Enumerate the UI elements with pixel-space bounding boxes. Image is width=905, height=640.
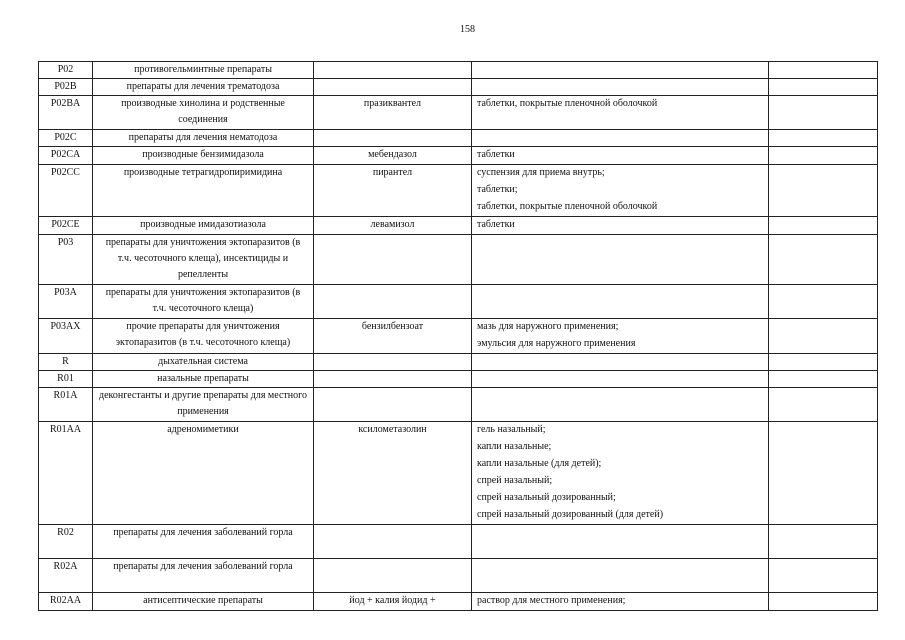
- table-row: [39, 354, 878, 371]
- group-name-cell: препараты для лечения трематодоза: [93, 79, 314, 96]
- drug-name-cell: [314, 130, 472, 147]
- drug-name-cell: [314, 235, 472, 285]
- dosage-form-line: спрей назальный дозированный (для детей): [477, 509, 664, 520]
- atc-code-cell: R: [39, 354, 93, 371]
- dosage-form-cell: [472, 147, 769, 165]
- table-row: [39, 388, 878, 422]
- atc-code-cell: P02C: [39, 130, 93, 147]
- dosage-form-line: спрей назальный дозированный;: [477, 492, 616, 503]
- dosage-form-line: спрей назальный;: [477, 475, 553, 486]
- table-row: [39, 79, 878, 96]
- dosage-form-cell: [472, 319, 769, 354]
- dosage-form-cell: [472, 79, 769, 96]
- empty-cell: [769, 96, 878, 130]
- drug-name-cell: йод + калия йодид +: [314, 593, 472, 611]
- dosage-form-line: таблетки: [477, 149, 515, 160]
- atc-code-cell: R02: [39, 525, 93, 559]
- drug-name-cell: [314, 79, 472, 96]
- group-name-cell: адреномиметики: [93, 422, 314, 525]
- group-name-cell: противогельминтные препараты: [93, 62, 314, 79]
- empty-cell: [769, 525, 878, 559]
- group-name-cell: прочие препараты для уничтожения эктопаразитов (в т.ч. чесоточного клеща): [93, 319, 314, 354]
- group-name-cell: производные хинолина и родственные соединения: [93, 96, 314, 130]
- atc-code-cell: P02CA: [39, 147, 93, 165]
- empty-cell: [769, 285, 878, 319]
- empty-cell: [769, 217, 878, 235]
- dosage-form-cell: [472, 525, 769, 559]
- table-row: [39, 559, 878, 593]
- atc-code-cell: P03A: [39, 285, 93, 319]
- empty-cell: [769, 593, 878, 611]
- empty-cell: [769, 235, 878, 285]
- drug-name-cell: [314, 525, 472, 559]
- dosage-form-cell: [472, 62, 769, 79]
- drug-name-cell: [314, 62, 472, 79]
- dosage-form-line: раствор для местного применения;: [477, 595, 626, 606]
- dosage-form-cell: [472, 130, 769, 147]
- group-name-cell: деконгестанты и другие препараты для местного применения: [93, 388, 314, 422]
- group-name-cell: производные тетрагидропиримидина: [93, 165, 314, 217]
- group-name-cell: дыхательная система: [93, 354, 314, 371]
- dosage-form-line: капли назальные (для детей);: [477, 458, 602, 469]
- dosage-form-line: мазь для наружного применения;: [477, 321, 619, 332]
- drug-name-cell: [314, 354, 472, 371]
- table-row: [39, 285, 878, 319]
- group-name-cell: производные бензимидазола: [93, 147, 314, 165]
- table-row: [39, 165, 878, 217]
- dosage-form-cell: [472, 217, 769, 235]
- atc-code-cell: P02: [39, 62, 93, 79]
- empty-cell: [769, 559, 878, 593]
- group-name-cell: препараты для лечения заболеваний горла: [93, 559, 314, 593]
- drug-name-cell: левамизол: [314, 217, 472, 235]
- table-body: [39, 62, 878, 611]
- empty-cell: [769, 319, 878, 354]
- drug-name-cell: ксилометазолин: [314, 422, 472, 525]
- dosage-form-line: таблетки, покрытые пленочной оболочкой: [477, 98, 658, 109]
- atc-code-cell: R01: [39, 371, 93, 388]
- dosage-form-line: гель назальный;: [477, 424, 546, 435]
- table-row: [39, 147, 878, 165]
- dosage-form-line: капли назальные;: [477, 441, 552, 452]
- group-name-cell: производные имидазотиазола: [93, 217, 314, 235]
- dosage-form-line: суспензия для приема внутрь;: [477, 167, 605, 178]
- table-row: [39, 422, 878, 525]
- empty-cell: [769, 62, 878, 79]
- drug-name-cell: [314, 559, 472, 593]
- dosage-form-cell: [472, 559, 769, 593]
- atc-code-cell: P03: [39, 235, 93, 285]
- empty-cell: [769, 79, 878, 96]
- drug-name-cell: пирантел: [314, 165, 472, 217]
- empty-cell: [769, 422, 878, 525]
- drug-name-cell: мебендазол: [314, 147, 472, 165]
- dosage-form-line: таблетки;: [477, 184, 518, 195]
- drug-table: [38, 61, 878, 611]
- dosage-form-cell: [472, 371, 769, 388]
- drug-name-cell: бензилбензоат: [314, 319, 472, 354]
- drug-name-cell: [314, 388, 472, 422]
- drug-name-cell: [314, 371, 472, 388]
- empty-cell: [769, 147, 878, 165]
- dosage-form-cell: [472, 354, 769, 371]
- dosage-form-cell: [472, 388, 769, 422]
- empty-cell: [769, 165, 878, 217]
- table-row: [39, 525, 878, 559]
- atc-code-cell: R01AA: [39, 422, 93, 525]
- table-row: [39, 217, 878, 235]
- table-row: [39, 96, 878, 130]
- table-row: [39, 319, 878, 354]
- empty-cell: [769, 130, 878, 147]
- drug-name-cell: празиквантел: [314, 96, 472, 130]
- group-name-cell: препараты для уничтожения эктопаразитов (в т.ч. чесоточного клеща), инсектициды и репелленты: [93, 235, 314, 285]
- dosage-form-cell: [472, 235, 769, 285]
- atc-code-cell: P02CC: [39, 165, 93, 217]
- group-name-cell: препараты для лечения заболеваний горла: [93, 525, 314, 559]
- dosage-form-cell: [472, 422, 769, 525]
- group-name-cell: препараты для лечения нематодоза: [93, 130, 314, 147]
- table-row: [39, 62, 878, 79]
- atc-code-cell: R02AA: [39, 593, 93, 611]
- atc-code-cell: P02CE: [39, 217, 93, 235]
- table-row: [39, 130, 878, 147]
- dosage-form-cell: [472, 165, 769, 217]
- table-row: [39, 371, 878, 388]
- table-row: [39, 593, 878, 611]
- dosage-form-cell: [472, 96, 769, 130]
- group-name-cell: назальные препараты: [93, 371, 314, 388]
- atc-code-cell: R02A: [39, 559, 93, 593]
- drug-name-cell: [314, 285, 472, 319]
- atc-code-cell: P02B: [39, 79, 93, 96]
- group-name-cell: антисептические препараты: [93, 593, 314, 611]
- group-name-cell: препараты для уничтожения эктопаразитов (в т.ч. чесоточного клеща): [93, 285, 314, 319]
- table-row: [39, 235, 878, 285]
- empty-cell: [769, 354, 878, 371]
- dosage-form-cell: [472, 285, 769, 319]
- atc-code-cell: R01A: [39, 388, 93, 422]
- dosage-form-line: эмульсия для наружного применения: [477, 338, 636, 349]
- atc-code-cell: P02BA: [39, 96, 93, 130]
- dosage-form-line: таблетки, покрытые пленочной оболочкой: [477, 201, 658, 212]
- empty-cell: [769, 388, 878, 422]
- page-number: 158: [460, 24, 475, 35]
- dosage-form-line: таблетки: [477, 219, 515, 230]
- atc-code-cell: P03AX: [39, 319, 93, 354]
- empty-cell: [769, 371, 878, 388]
- dosage-form-cell: [472, 593, 769, 611]
